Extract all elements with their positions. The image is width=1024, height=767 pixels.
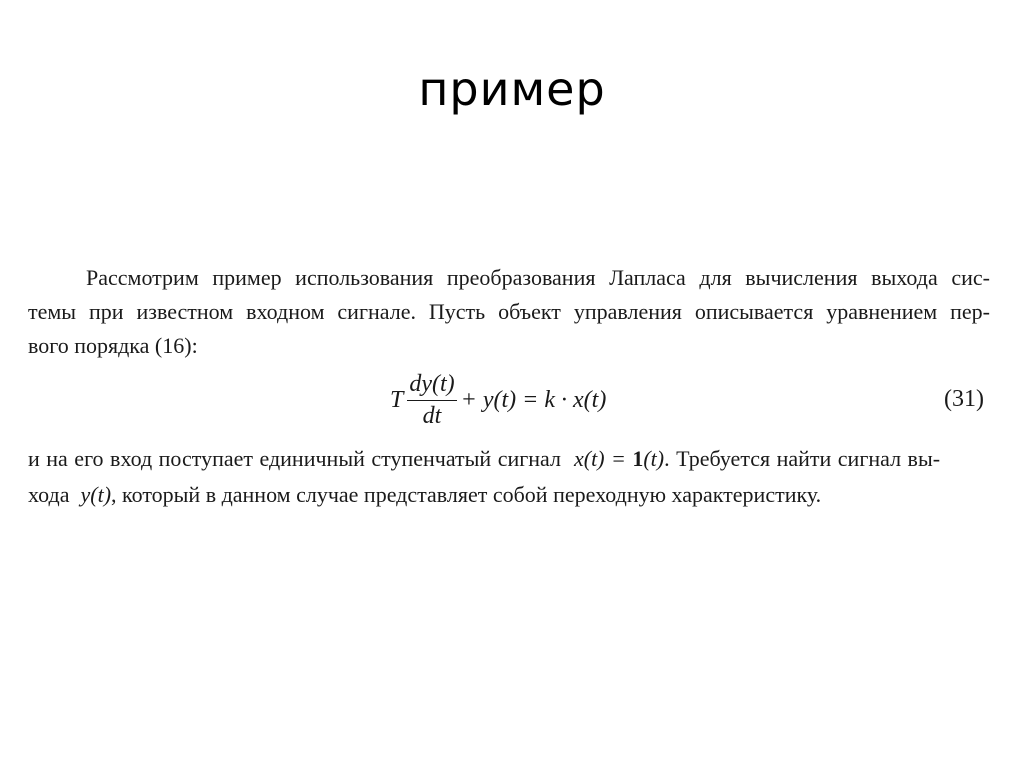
paragraph-2-line-1 bbox=[28, 443, 990, 474]
p2-line1-text: и на его вход поступает единичный ступенчатый сигнал bbox=[28, 446, 561, 471]
word: Лапласа bbox=[609, 265, 686, 290]
p2-line1-tail: . Требуется найти сигнал вы- bbox=[664, 446, 941, 471]
word: сис- bbox=[951, 265, 990, 290]
paragraph-1-line-1 bbox=[28, 262, 990, 293]
p2-line2-tail: , который в данном случае представляет собой переходную характеристику. bbox=[111, 482, 822, 507]
word: вычисления bbox=[745, 265, 858, 290]
word: использования bbox=[295, 265, 434, 290]
p2-math-x: x(t) = bbox=[573, 446, 626, 471]
equation-31 bbox=[390, 365, 606, 435]
word: уравнением bbox=[826, 299, 938, 324]
word: Рассмотрим bbox=[86, 265, 199, 290]
word: выхода bbox=[871, 265, 938, 290]
word: описывается bbox=[694, 299, 814, 324]
p2-math-t: (t) bbox=[643, 446, 665, 471]
slide-title: пример bbox=[418, 62, 606, 116]
p2-math-y: y(t) bbox=[80, 482, 112, 507]
equation-fraction bbox=[407, 371, 456, 430]
fraction-denominator: dt bbox=[422, 402, 442, 429]
word: управления bbox=[573, 299, 682, 324]
word: известном bbox=[136, 299, 234, 324]
word: преобразования bbox=[446, 265, 596, 290]
word: Пусть bbox=[428, 299, 486, 324]
paragraph-1-line-3: вого порядка (16): bbox=[28, 333, 198, 358]
word: пример bbox=[212, 265, 282, 290]
word: сигнале. bbox=[337, 299, 416, 324]
word: входном bbox=[246, 299, 325, 324]
equation-coef: T bbox=[390, 386, 404, 413]
word: для bbox=[699, 265, 732, 290]
equation-rest: + y(t) = k · x(t) bbox=[460, 386, 607, 413]
word: темы bbox=[28, 299, 77, 324]
paragraph-2-line-2 bbox=[28, 479, 821, 510]
p2-line2-head: хода bbox=[28, 482, 70, 507]
fraction-numerator: dy(t) bbox=[407, 371, 456, 401]
word: пер- bbox=[950, 299, 990, 324]
equation-number: (31) bbox=[944, 386, 984, 412]
p2-math-one: 1 bbox=[632, 446, 644, 471]
paragraph-1-line-2 bbox=[28, 296, 990, 327]
word: при bbox=[89, 299, 124, 324]
word: объект bbox=[498, 299, 561, 324]
